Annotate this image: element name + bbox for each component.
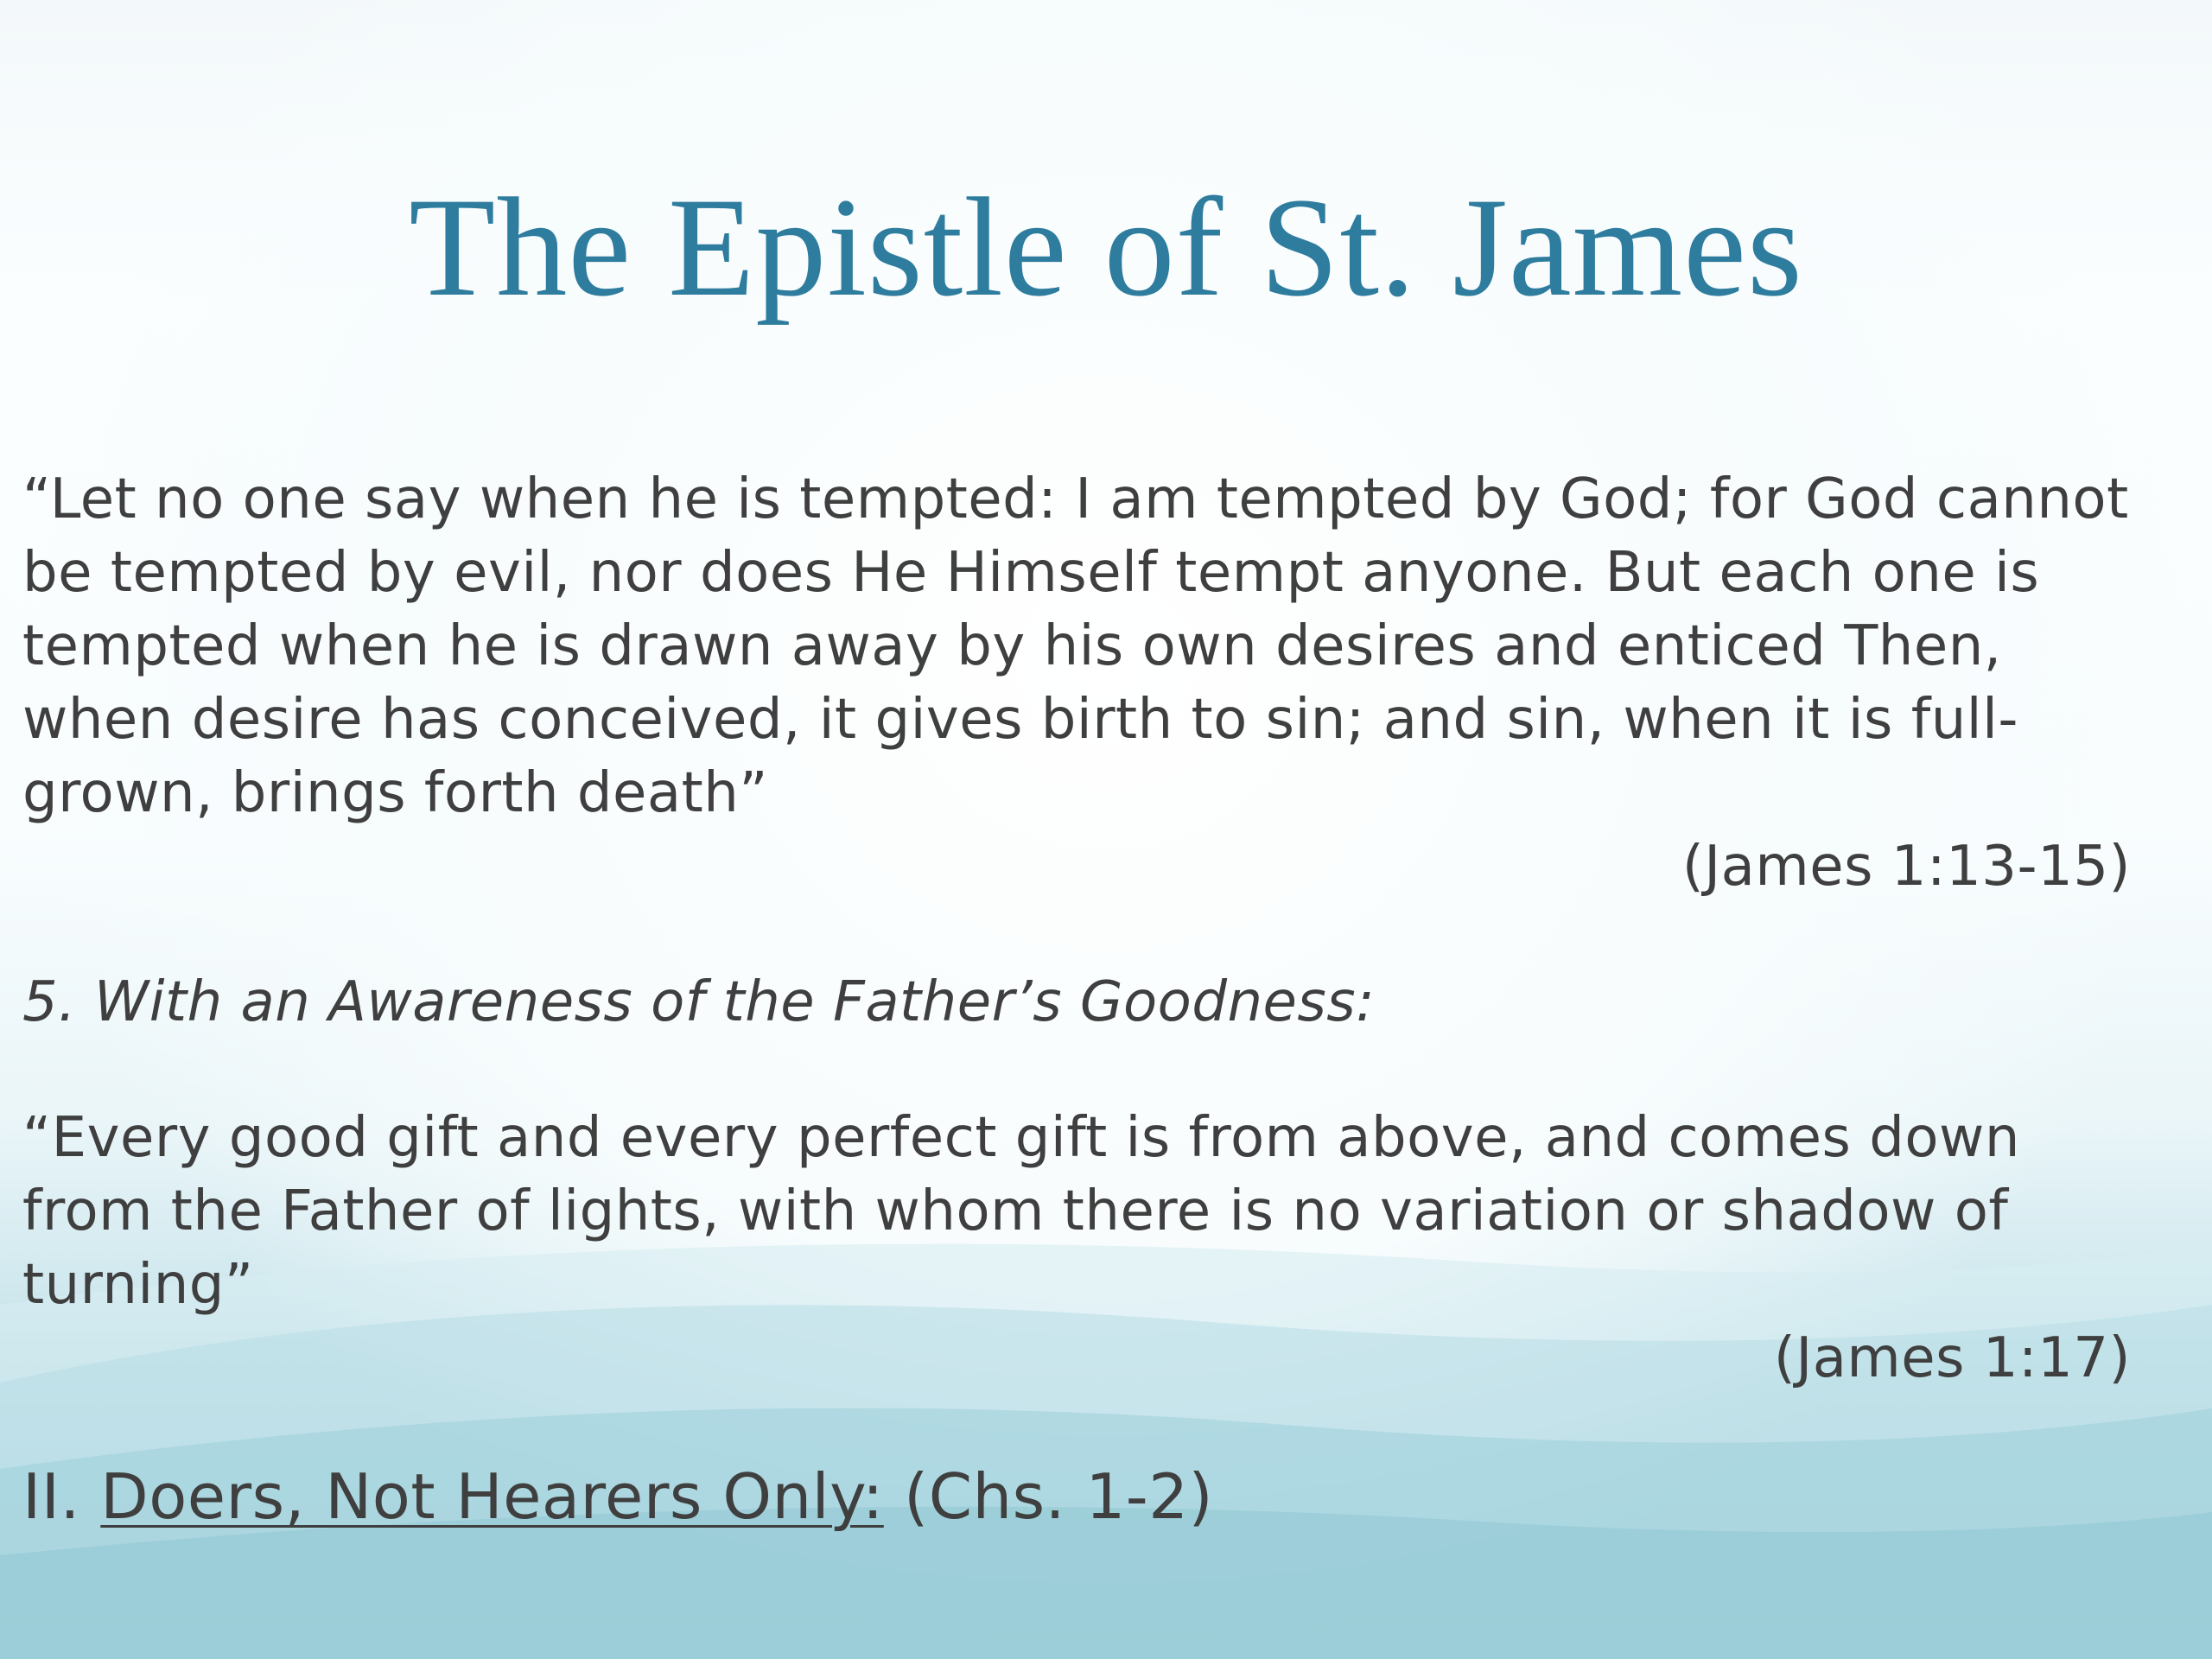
- section-numeral: II.: [22, 1460, 80, 1533]
- section-title: Doers, Not Hearers Only:: [100, 1460, 884, 1533]
- scripture-quote-2: “Every good gift and every perfect gift is from above, and comes down from the Father of lights, with whom there is no variation or shadow of turning”: [22, 1106, 2020, 1317]
- scripture-quote-1: “Let no one say when he is tempted: I am tempted by God; for God cannot be tempted by evil, nor does He Himself tempt anyone. But each one is tempted when he is drawn away by his own desires and enticed Then, when desire has conceived, it gives birth to sin; and sin, when it is full-grown, brings forth death”: [22, 467, 2129, 825]
- slide-title: The Epistle of St. James: [409, 169, 1803, 326]
- scripture-citation-1: (James 1:13-15): [1681, 835, 2131, 899]
- scripture-citation-2: (James 1:17): [1773, 1326, 2131, 1390]
- section-heading: [22, 1458, 2131, 1535]
- point-heading: 5. With an Awareness of the Father’s Goodness:: [22, 970, 1376, 1034]
- slide-body: [22, 463, 2131, 1535]
- section-chapters: (Chs. 1-2): [904, 1460, 1214, 1533]
